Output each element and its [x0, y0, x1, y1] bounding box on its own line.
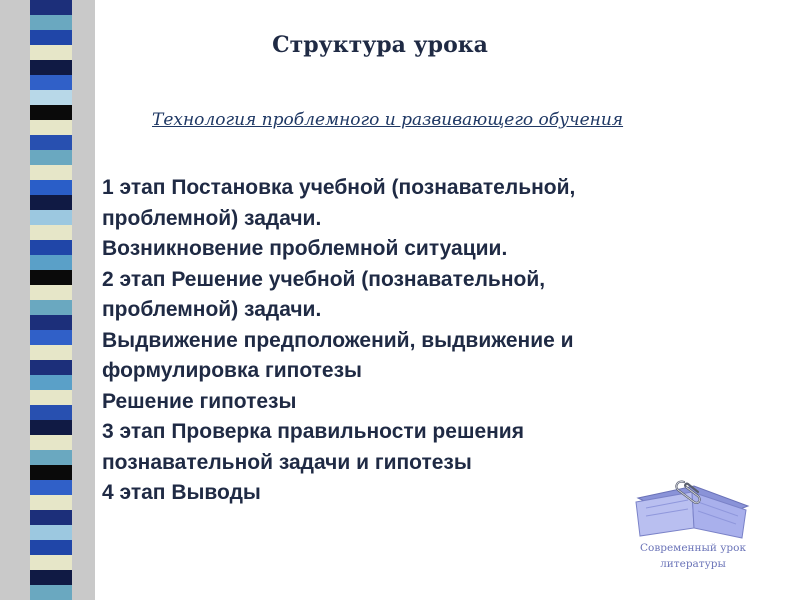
stripe — [30, 75, 72, 90]
body-line: проблемной) задачи. — [102, 298, 322, 321]
stripe — [30, 360, 72, 375]
body-line: Выдвижение предположений, выдвижение и — [102, 328, 574, 352]
stripe — [30, 255, 72, 270]
body-line: 3 этап Проверка правильности решения — [102, 420, 524, 443]
stripe — [30, 330, 72, 345]
body-line: проблемной) задачи. — [102, 206, 322, 230]
body-line: 2 этап Решение учебной (познавательной, — [102, 267, 546, 291]
stripe — [30, 435, 72, 450]
stripe — [30, 450, 72, 465]
stripe — [30, 60, 72, 75]
body-line: формулировка гипотезы — [102, 359, 362, 382]
stripe — [30, 0, 72, 15]
stripe — [30, 105, 72, 120]
stripe — [30, 480, 72, 495]
stripe — [30, 540, 72, 555]
stripe — [30, 405, 72, 420]
stripe — [30, 495, 72, 510]
lesson-structure-list — [102, 173, 742, 509]
stripe — [30, 585, 72, 600]
stripe — [30, 270, 72, 285]
stripe — [30, 150, 72, 165]
stripe — [30, 555, 72, 570]
stripe — [30, 120, 72, 135]
body-line: познавательной задачи и гипотезы — [102, 450, 472, 474]
stripe — [30, 240, 72, 255]
body-line: Возникновение проблемной ситуации. — [102, 237, 508, 260]
stripe-column — [30, 0, 72, 600]
slide-title: Структура урока — [272, 32, 488, 58]
stripe — [30, 135, 72, 150]
stripe — [30, 210, 72, 225]
stripe — [30, 180, 72, 195]
body-line: 4 этап Выводы — [102, 481, 261, 504]
stripe — [30, 390, 72, 405]
stripe — [30, 285, 72, 300]
footer-line: Современный урок — [639, 542, 747, 554]
stripe — [30, 15, 72, 30]
footer-caption — [628, 540, 758, 572]
slide-subtitle: Технология проблемного и развивающего обучения — [152, 110, 624, 130]
stripe — [30, 90, 72, 105]
stripe — [30, 510, 72, 525]
book-with-paperclip-icon — [632, 476, 752, 544]
stripe — [30, 420, 72, 435]
stripe — [30, 345, 72, 360]
stripe — [30, 300, 72, 315]
stripe — [30, 375, 72, 390]
footer-line: литературы — [660, 558, 726, 570]
stripe — [30, 315, 72, 330]
stripe — [30, 225, 72, 240]
stripe — [30, 195, 72, 210]
stripe — [30, 525, 72, 540]
stripe — [30, 465, 72, 480]
stripe — [30, 45, 72, 60]
body-line: Решение гипотезы — [102, 389, 297, 413]
stripe — [30, 30, 72, 45]
stripe — [30, 570, 72, 585]
body-line: 1 этап Постановка учебной (познавательной, — [102, 176, 576, 199]
stripe — [30, 165, 72, 180]
